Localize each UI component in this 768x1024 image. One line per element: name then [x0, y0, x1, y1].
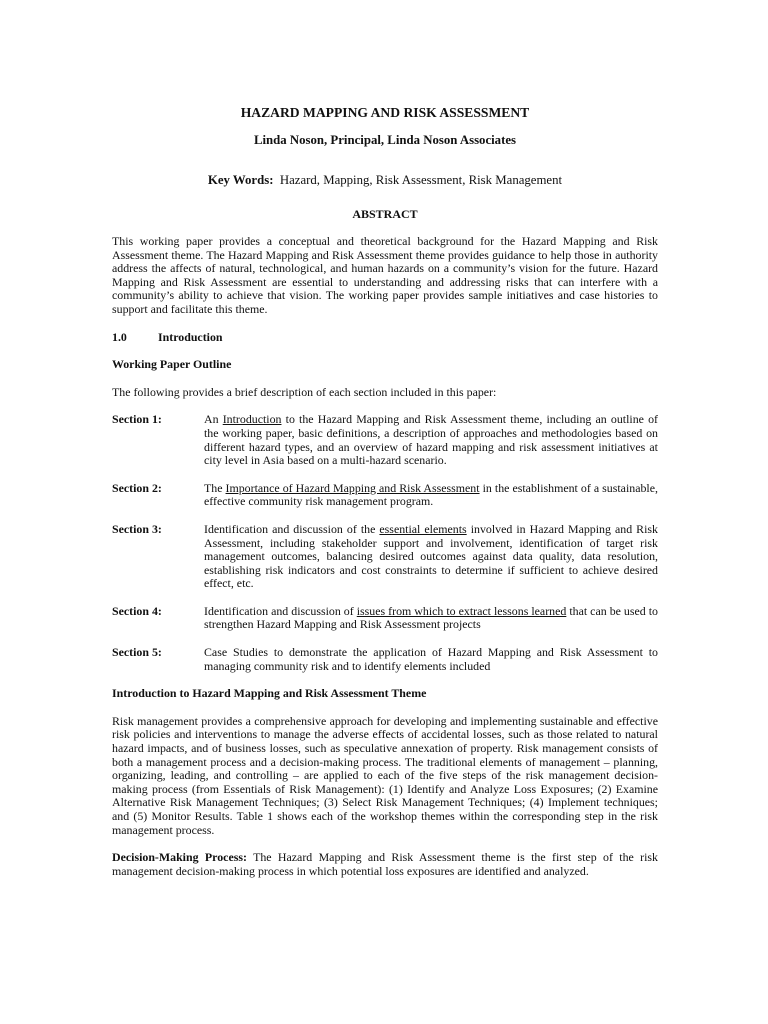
paper-author: Linda Noson, Principal, Linda Noson Associates — [253, 133, 517, 147]
outline-item-text: involved in Hazard Mapping and Risk Assessment, including stakeholder support and involvement, identification of target risk management outcomes, balancing desired outcomes against data quality, data resolution, establishing risk indicators and cost constraints to determine if sufficient to achieve desired effect, etc. — [204, 521, 658, 591]
outline-item-description — [204, 482, 658, 509]
outline-item-text: Identification and discussion of the — [204, 521, 380, 536]
outline-item-text: to the Hazard Mapping and Risk Assessment theme, including an outline of the working paper, basic definitions, a description of approaches and methodologies based on different hazard types, and an overview of hazard mapping and risk assessment initiatives at city level in Asia based on a multi-hazard scenario. — [204, 412, 658, 468]
outline-item-text: in the establishment of a sustainable, effective community risk management program. — [204, 480, 658, 509]
outline-item-text: The — [204, 480, 226, 495]
outline-item — [112, 646, 658, 673]
outline-item — [112, 605, 658, 632]
keywords-label: Key Words: — [207, 173, 274, 187]
outline-item-label: Section 4: — [112, 603, 162, 618]
keywords-value: Hazard, Mapping, Risk Assessment, Risk Management — [279, 173, 563, 187]
outline-item-description — [204, 646, 658, 673]
outline-item-description — [204, 413, 658, 467]
outline-item-label: Section 5: — [112, 645, 162, 660]
paper-title: HAZARD MAPPING AND RISK ASSESSMENT — [240, 105, 530, 120]
outline-item-text: that can be used to strengthen Hazard Mapping and Risk Assessment projects — [204, 603, 658, 632]
outline-item-underlined: Importance of Hazard Mapping and Risk Assessment — [225, 480, 480, 495]
outline-item — [112, 523, 658, 591]
decision-paragraph — [112, 851, 658, 878]
outline-item-underlined: Introduction — [222, 412, 282, 427]
abstract-heading: ABSTRACT — [352, 207, 418, 221]
outline-heading: Working Paper Outline — [112, 357, 232, 372]
decision-label: Decision-Making Process: — [112, 850, 247, 865]
outline-item-label: Section 1: — [112, 412, 162, 427]
theme-intro-heading: Introduction to Hazard Mapping and Risk Assessment Theme — [112, 686, 427, 701]
section-heading — [112, 331, 658, 345]
keywords-line — [112, 171, 658, 189]
section-title: Introduction — [158, 329, 223, 344]
outline-intro: The following provides a brief description of each section included in this paper: — [112, 384, 497, 399]
outline-item-underlined: essential elements — [379, 521, 467, 536]
section-number: 1.0 — [112, 329, 127, 344]
outline-item-label: Section 2: — [112, 480, 162, 495]
outline-item-description — [204, 605, 658, 632]
outline-item-underlined: issues from which to extract lessons learned — [356, 603, 567, 618]
outline-item-text: Identification and discussion of — [204, 603, 357, 618]
abstract-body: This working paper provides a conceptual and theoretical background for the Hazard Mapping and Risk Assessment theme. The Hazard Mapping and Risk Assessment theme provides guidance to help those in authority address the affects of natural, technological, and human hazards on a community’s vision for the future. Hazard Mapping and Risk Assessment are essential to understanding and addressing risks that can interfere with a community’s ability to achieve that vision. The working paper provides sample initiatives and case histories to support and facilitate this theme. — [112, 234, 658, 316]
outline-item-text: An — [204, 412, 223, 427]
outline-item — [112, 482, 658, 509]
outline-item-label: Section 3: — [112, 521, 162, 536]
outline-item-text: Case Studies to demonstrate the application of Hazard Mapping and Risk Assessment to managing community risk and to identify elements included — [204, 645, 658, 673]
theme-intro-body: Risk management provides a comprehensive approach for developing and implementing sustainable and effective risk policies and interventions to manage the adverse effects of accidental losses, such as those related to natural hazard impacts, and of business losses, such as speculative annexation of property. Risk management consists of both a management process and a decision-making process. The traditional elements of management – planning, organizing, leading, and controlling – are applied to each of the five steps of the risk management decision-making process (from Essentials of Risk Management): (1) Identify and Analyze Loss Exposures; (2) Examine Alternative Risk Management Techniques; (3) Select Risk Management Techniques; (4) Implement techniques; and (5) Monitor Results. Table 1 shows each of the workshop themes within the corresponding step in the risk management process. — [112, 713, 658, 837]
outline-item-description — [204, 523, 658, 591]
outline-item — [112, 413, 658, 467]
page-content — [112, 104, 658, 892]
decision-body: The Hazard Mapping and Risk Assessment theme is the first step of the risk management decision-making process in which potential loss exposures are identified and analyzed. — [112, 850, 658, 878]
